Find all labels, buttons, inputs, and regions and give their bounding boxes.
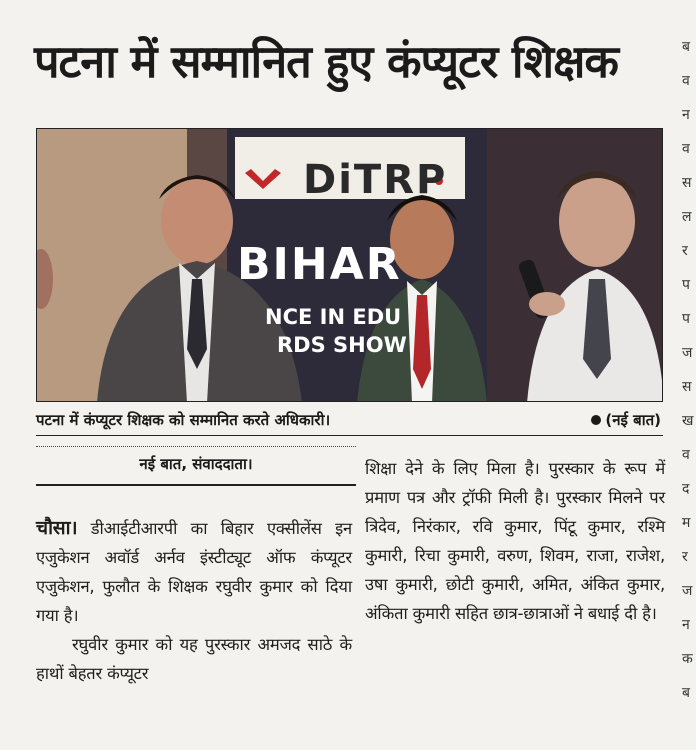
dateline: चौसा।: [36, 517, 78, 539]
headline: पटना में सम्मानित हुए कंप्यूटर शिक्षक: [34, 35, 618, 88]
photo-banner-line2: NCE IN EDU: [265, 305, 402, 329]
byline: नई बात, संवाददाता।: [139, 455, 253, 473]
byline-rule-bottom: [36, 484, 356, 486]
photo-banner-line1: BIHAR: [237, 239, 402, 290]
article-column-left: [36, 514, 352, 688]
article-paragraph-3: शिक्षा देने के लिए मिला है। पुरस्कार के रूप में प्रमाण पत्र और ट्रॉफी मिली है। पुरस्कार मिलने पर त्रिदेव, निरंकार, रवि कुमार, पिंटू कुमार, रश्मि कुमारी, रिचा कुमारी, वरुण, शिवम, राजा, राजेश, उषा कुमारी, छोटी कुमारी, अमित, अंकित कुमार, अंकिता कुमारी सहित छात्र-छात्राओं ने बधाई दी है।: [365, 459, 665, 623]
photo-credit-text: (नई बात): [605, 411, 661, 429]
adjacent-column-edge: ब व न व स ल र प प ज स ख व द म र ज न क ब: [682, 39, 694, 701]
article-paragraph-2: रघुवीर कुमार को यह पुरस्कार अमजद साठे के हाथों बेहतर कंप्यूटर: [36, 635, 352, 683]
photo-credit: [591, 410, 661, 430]
photo-caption-row: [36, 408, 663, 436]
news-photo: [36, 128, 663, 402]
article-column-right: [365, 454, 665, 628]
byline-rule-top: [36, 446, 356, 447]
photo-caption: पटना में कंप्यूटर शिक्षक को सम्मानित करते अधिकारी।: [36, 411, 331, 429]
photo-banner-line3: RDS SHOW: [277, 333, 407, 357]
article-paragraph-1: डीआईटीआरपी का बिहार एक्सीलेंस इन एजुकेशन अवॉर्ड अर्नव इंस्टीट्यूट ऑफ कंप्यूटर एजुकेशन, फुलौत के शिक्षक रघुवीर कुमार को दिया गया है।: [36, 519, 352, 625]
photo-logo-text: DiTRP: [303, 157, 448, 203]
bullet-icon: [591, 415, 601, 425]
